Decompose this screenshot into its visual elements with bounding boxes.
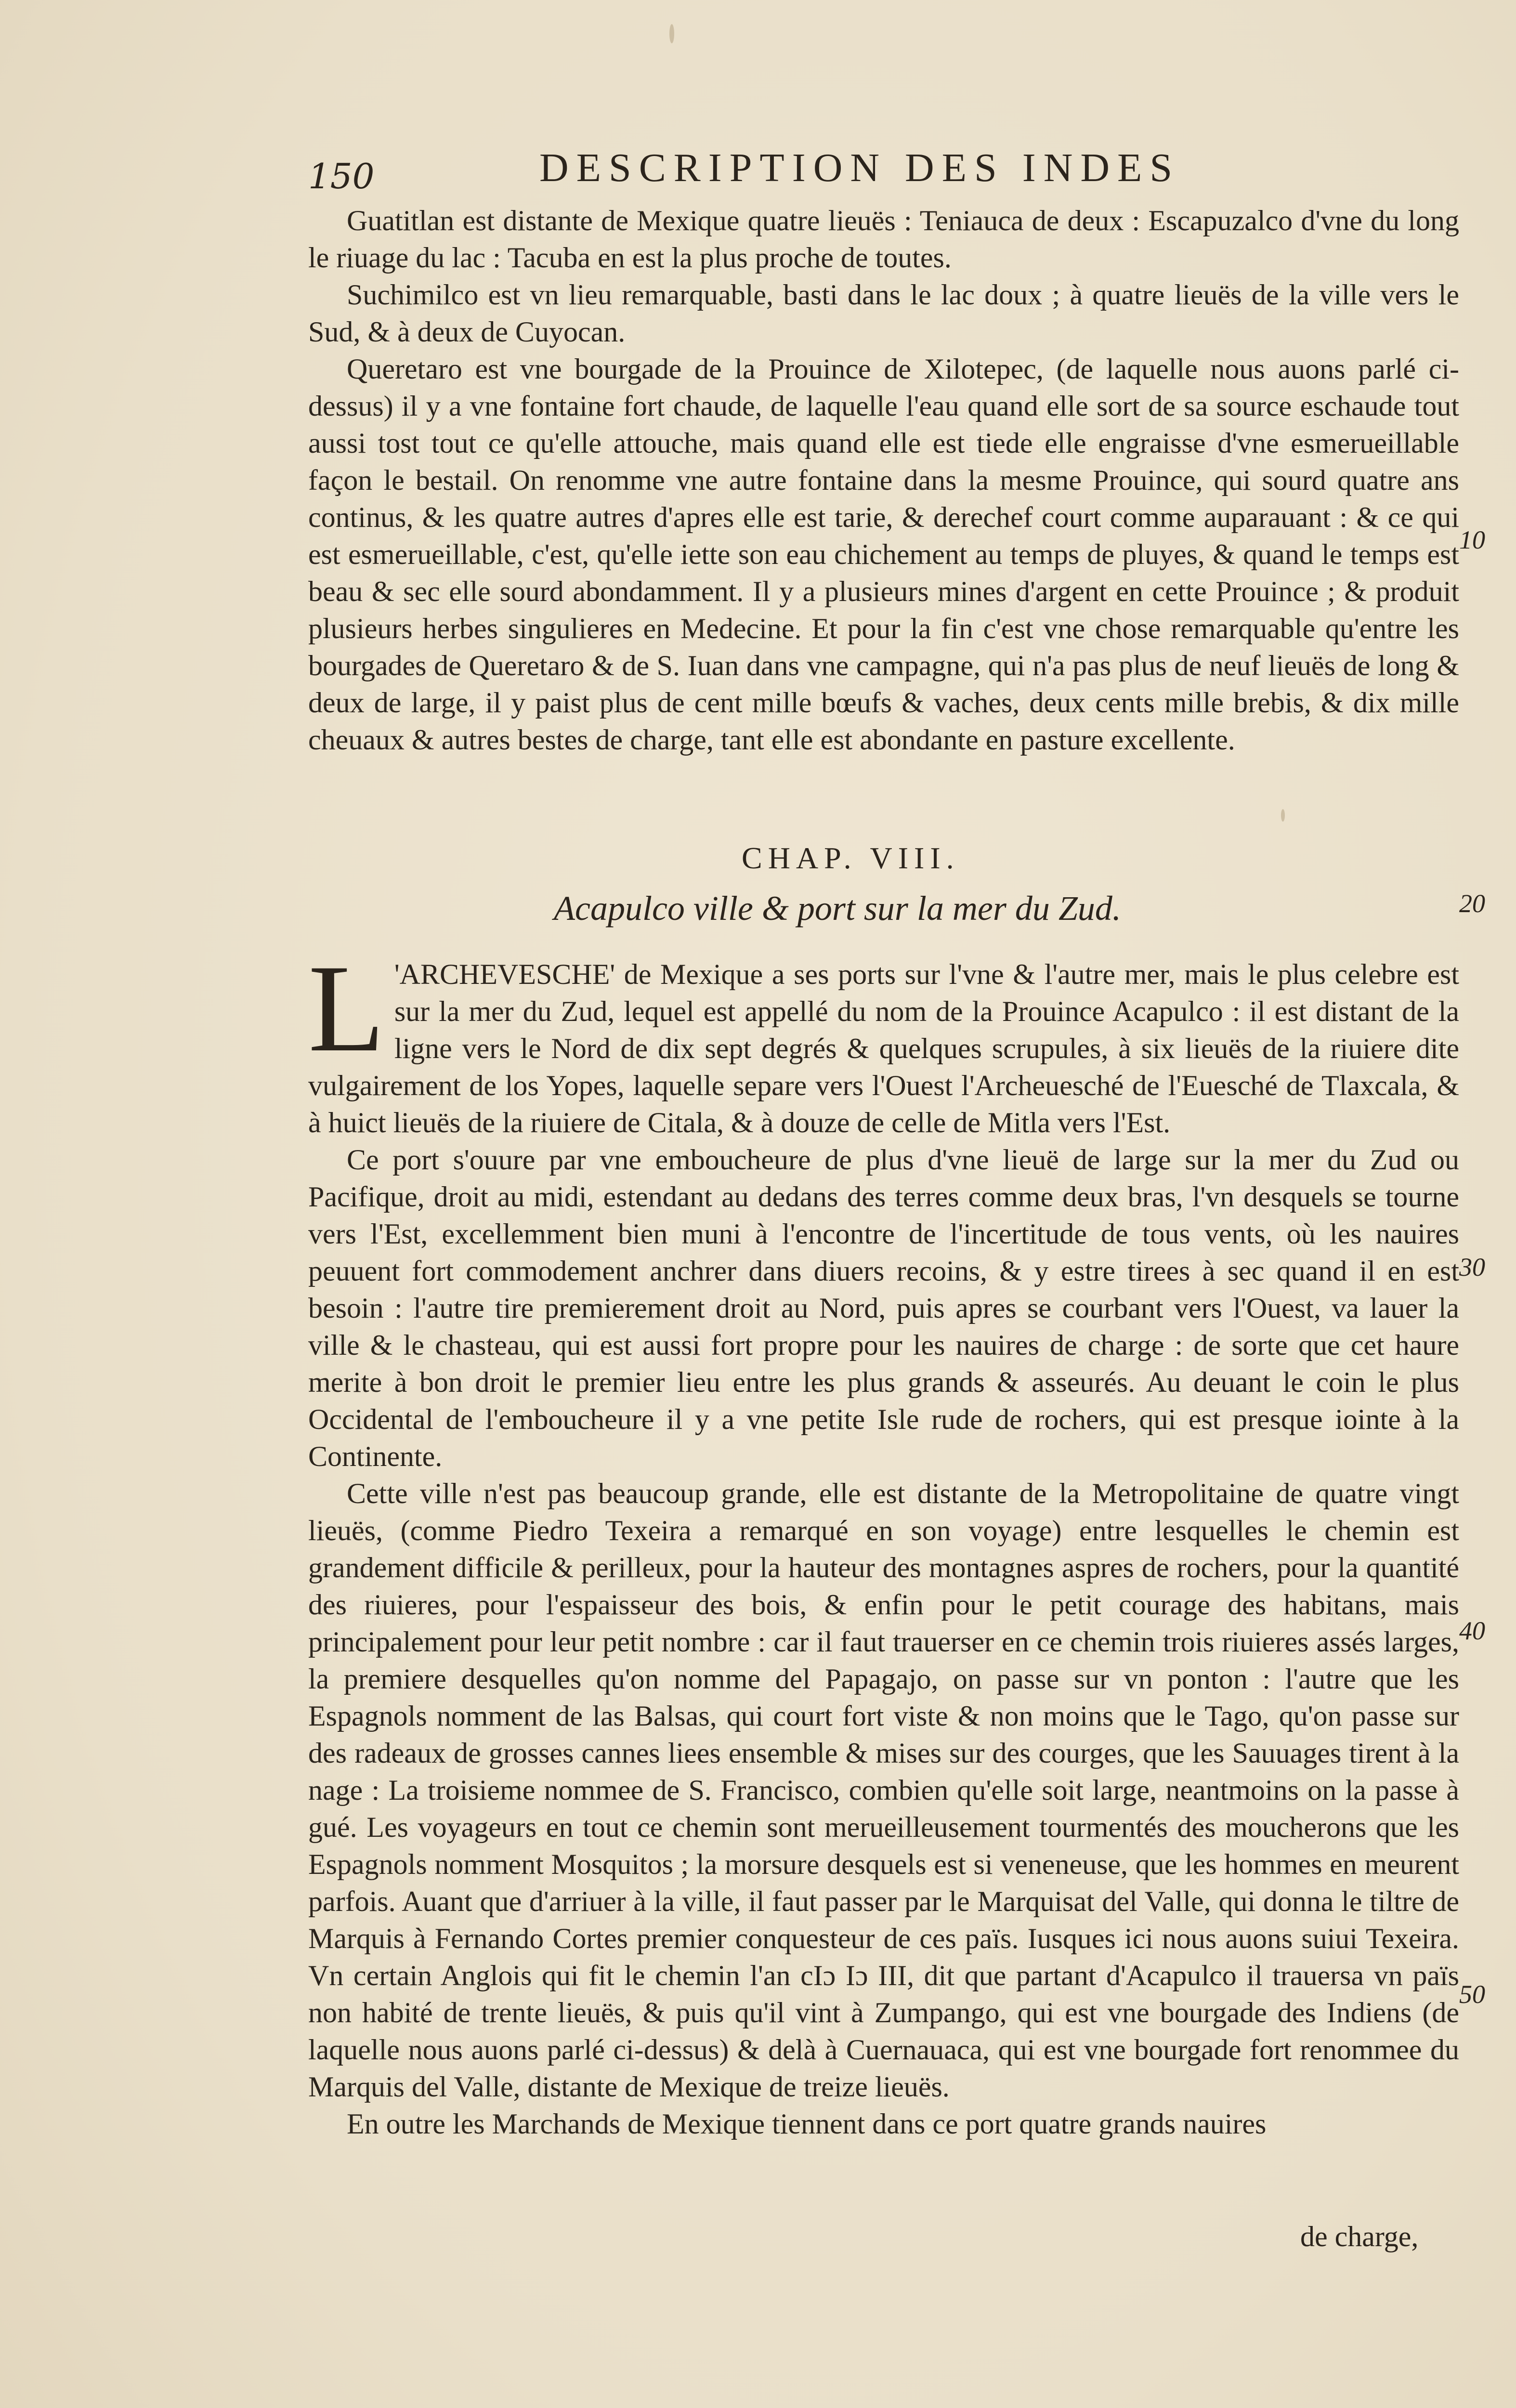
- margin-line-number: 10: [1459, 525, 1485, 554]
- paragraph: En outre les Marchands de Mexique tiennent dans ce port quatre grands nauires: [347, 2108, 1267, 2140]
- page-header: [308, 144, 1474, 202]
- paragraph: Guatitlan est distante de Mexique quatre lieuës : Teniauca de deux : Escapuzalco d'vne du long le riuage du lac : Tacuba en est la plus proche de toutes.: [308, 205, 1459, 274]
- running-title: DESCRIPTION DES INDES: [539, 145, 1180, 190]
- page-number: 150: [308, 156, 375, 196]
- margin-line-number: 30: [1459, 1253, 1485, 1282]
- body-text-bottom: [308, 939, 1459, 2143]
- first-paragraph-text: 'ARCHEVESCHE' de Mexique a ses ports sur l'vne & l'autre mer, mais le plus celebre est sur la mer du Zud, lequel est appellé du nom de la Prouince Acapulco : il est distant de la ligne vers le Nord de dix sept degrés & quelques scrupules, à six lieuës de la riuiere dite vulgairement de los Yopes, laquelle separe vers l'Ouest l'Archeuesché de l'Euesché de Tlaxcala, & à huict lieuës de la riuiere de Citala, & à douze de celle de Mitla vers l'Est.: [308, 958, 1459, 1139]
- chapter-subtitle: Acapulco ville & port sur la mer du Zud.: [554, 889, 1121, 928]
- margin-line-number: 50: [1459, 1980, 1485, 2009]
- margin-line-number: 20: [1459, 889, 1485, 918]
- paragraph: Cette ville n'est pas beaucoup grande, elle est distante de la Metropolitaine de quatre vingt lieuës, (comme Piedro Texeira a remarqué en son voyage) entre lesquelles le chemin est grandement difficile & perilleux, pour la hauteur des montagnes aspres de rochers, pour la quantité des riuieres, pour l'espaisseur des bois, & enfin pour le petit courage des habitans, mais principalement pour leur petit nombre : car il faut trauerser en ce chemin trois riuieres assés larges, la premiere desquelles qu'on nomme del Papagajo, on passe sur vn ponton : l'autre que les Espagnols nomment de las Balsas, qui court fort viste & non moins que le Tago, qu'on passe sur des radeaux de grosses cannes liees ensemble & mises sur des courges, que les Sauuages tirent à la nage : La troisieme nommee de S. Francisco, combien qu'elle soit large, neantmoins on la passe à gué. Les voyageurs en tout ce chemin sont merueilleusement tourmentés des moucherons que les Espagnols nomment Mosquitos ; la morsure desquels est si veneneuse, que les hommes en meurent parfois. Auant que d'arriuer à la ville, il faut passer par le Marquisat del Valle, qui donna le tiltre de Marquis à Fernando Cortes premier conquesteur de ces païs. Iusques ici nous auons suiui Texeira. Vn certain Anglois qui fit le chemin l'an cIɔ Iɔ III, dit que partant d'Acapulco il trauersa vn païs non habité de trente lieuës, & puis qu'il vint à Zumpango, qui est vne bourgade des Indiens (de laquelle nous auons parlé ci-dessus) & delà à Cuernauaca, qui est vne bourgade fort renommee du Marquis del Valle, distante de Mexique de treize lieuës.: [308, 1478, 1459, 2103]
- catchword: de charge,: [1300, 2221, 1419, 2252]
- paragraph: Queretaro est vne bourgade de la Prouince de Xilotepec, (de laquelle nous auons parlé ci-dessus) il y a vne fontaine fort chaude, de laquelle l'eau quand elle sort de sa source eschaude tout aussi tost tout ce qu'elle attouche, mais quand elle est tiede elle engraisse d'vne esmerueillable façon le bestail. On renomme vne autre fontaine dans la mesme Prouince, qui sourd quatre ans continus, & les quatre autres d'apres elle est tarie, & derechef court comme auparauant : & ce qui est esmerueillable, c'est, qu'elle iette son eau chichement au temps de pluyes, & quand le temps est beau & sec elle sourd abondamment. Il y a plusieurs mines d'argent en cette Prouince ; & produit plusieurs herbes singulieres en Medecine. Et pour la fin c'est vne chose remarquable qu'entre les bourgades de Queretaro & de S. Iuan dans vne campagne, qui n'a pas plus de neuf lieuës de long & deux de large, il y paist plus de cent mille bœufs & vaches, deux cents mille brebis, & dix mille cheuaux & autres bestes de charge, tant elle est abondante en pasture excellente.: [308, 353, 1459, 756]
- chapter-heading: CHAP. VIII.: [742, 841, 960, 875]
- paragraph: Suchimilco est vn lieu remarquable, basti dans le lac doux ; à quatre lieuës de la ville vers le Sud, & à deux de Cuyocan.: [308, 279, 1459, 348]
- drop-capital: L: [308, 939, 385, 1078]
- paragraph: Ce port s'ouure par vne emboucheure de plus d'vne lieuë de large sur la mer du Zud ou Pacifique, droit au midi, estendant au dedans des terres comme deux bras, l'vn desquels se tourne vers l'Est, excellemment bien muni à l'encontre de l'incertitude de tous vents, où les nauires peuuent fort commodement anchrer dans diuers recoins, & y estre tirees à sec quand il en est besoin : l'autre tire premierement droit au Nord, puis apres se courbant vers l'Ouest, va lauer la ville & le chasteau, qui est aussi fort propre pour les nauires de charge : de sorte que cet haure merite à bon droit le premier lieu entre les plus grands & asseurés. Au deuant le coin le plus Occidental de l'emboucheure il y a vne petite Isle rude de rochers, qui est presque iointe à la Continente.: [308, 1144, 1459, 1472]
- margin-line-number: 40: [1459, 1616, 1485, 1645]
- first-paragraph: [308, 939, 1459, 1141]
- body-text-top: [308, 202, 1459, 759]
